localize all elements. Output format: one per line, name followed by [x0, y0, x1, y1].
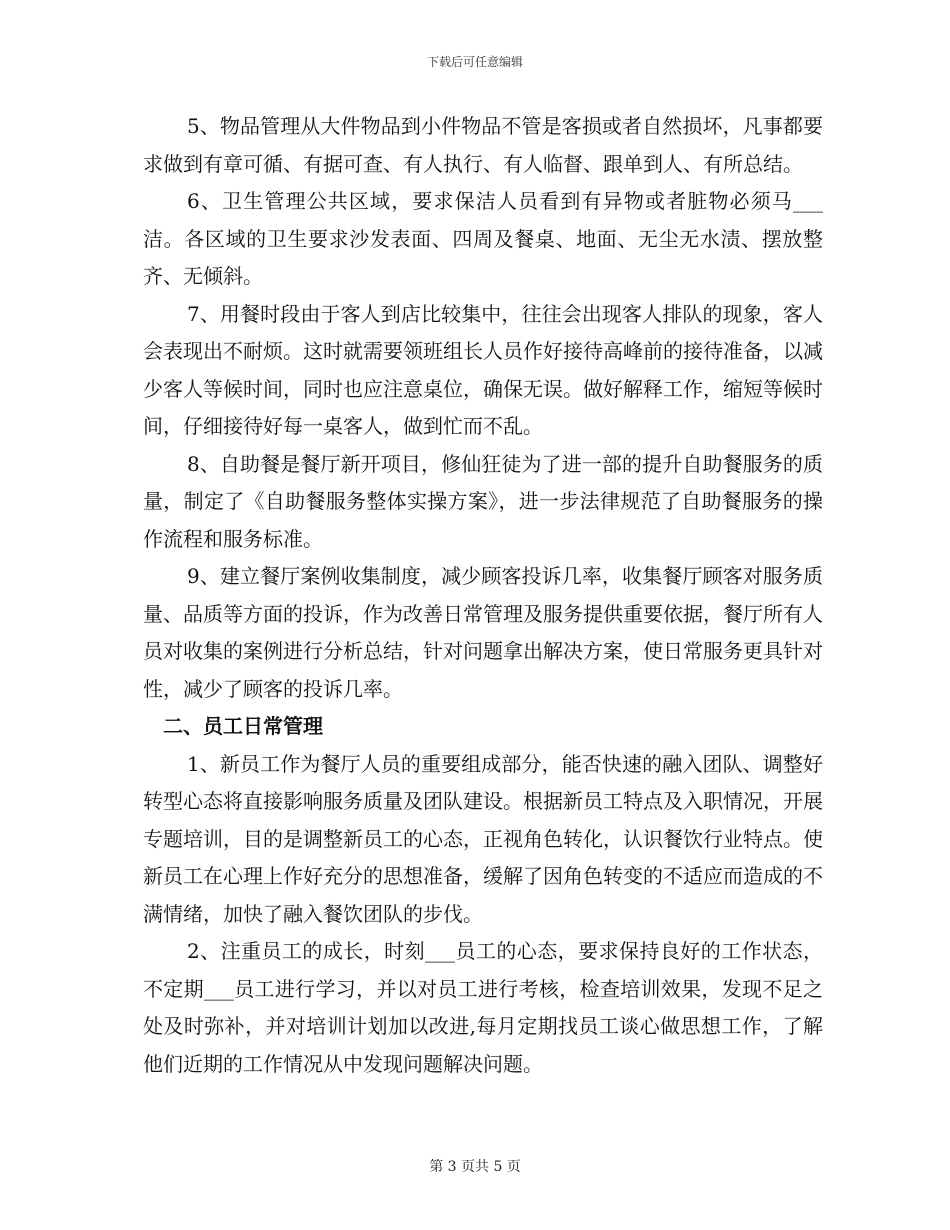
- document-body: [143, 108, 823, 1083]
- section-paragraph-1: 1、新员工作为餐厅人员的重要组成部分，能否快速的融入团队、调整好转型心态将直接影响服务质量及团队建设。根据新员工特点及入职情况，开展专题培训，目的是调整新员工的心态，正视角色转化，认识餐饮行业特点。使新员工在心理上作好充分的思想准备，缓解了因角色转变的不适应而造成的不满情绪，加快了融入餐饮团队的步伐。: [143, 751, 823, 926]
- page-header: 下载后可任意编辑: [426, 55, 523, 69]
- page-footer: 第 3 页共 5 页: [429, 1159, 521, 1175]
- paragraph-9: 9、建立餐厅案例收集制度，减少顾客投诉几率，收集餐厅顾客对服务质量、品质等方面的投诉，作为改善日常管理及服务提供重要依据，餐厅所有人员对收集的案例进行分析总结，针对问题拿出解决方案，使日常服务更具针对性，减少了顾客的投诉几率。: [143, 564, 823, 701]
- section-heading: 二、员工日常管理: [163, 714, 323, 738]
- paragraph-7: 7、用餐时段由于客人到店比较集中，往往会出现客人排队的现象，客人会表现出不耐烦。这时就需要领班组长人员作好接待高峰前的接待准备，以减少客人等候时间，同时也应注意桌位，确保无误。做好解释工作，缩短等候时间，仔细接待好每一桌客人，做到忙而不乱。: [143, 301, 823, 438]
- paragraph-5: 5、物品管理从大件物品到小件物品不管是客损或者自然损坏，凡事都要求做到有章可循、有据可查、有人执行、有人临督、跟单到人、有所总结。: [143, 114, 823, 176]
- paragraph-8: 8、自助餐是餐厅新开项目，修仙狂徒为了进一部的提升自助餐服务的质量，制定了《自助餐服务整体实操方案》，进一步法律规范了自助餐服务的操作流程和服务标准。: [143, 451, 823, 551]
- section-paragraph-2: 2、注重员工的成长，时刻___员工的心态，要求保持良好的工作状态，不定期___员工进行学习，并以对员工进行考核，检查培训效果，发现不足之处及时弥补，并对培训计划加以改进,每月定期找员工谈心做思想工作，了解他们近期的工作情况从中发现问题解决问题。: [143, 939, 823, 1076]
- paragraph-6: 6、卫生管理公共区域，要求保洁人员看到有异物或者脏物必须马___洁。各区域的卫生要求沙发表面、四周及餐桌、地面、无尘无水渍、摆放整齐、无倾斜。: [143, 189, 823, 288]
